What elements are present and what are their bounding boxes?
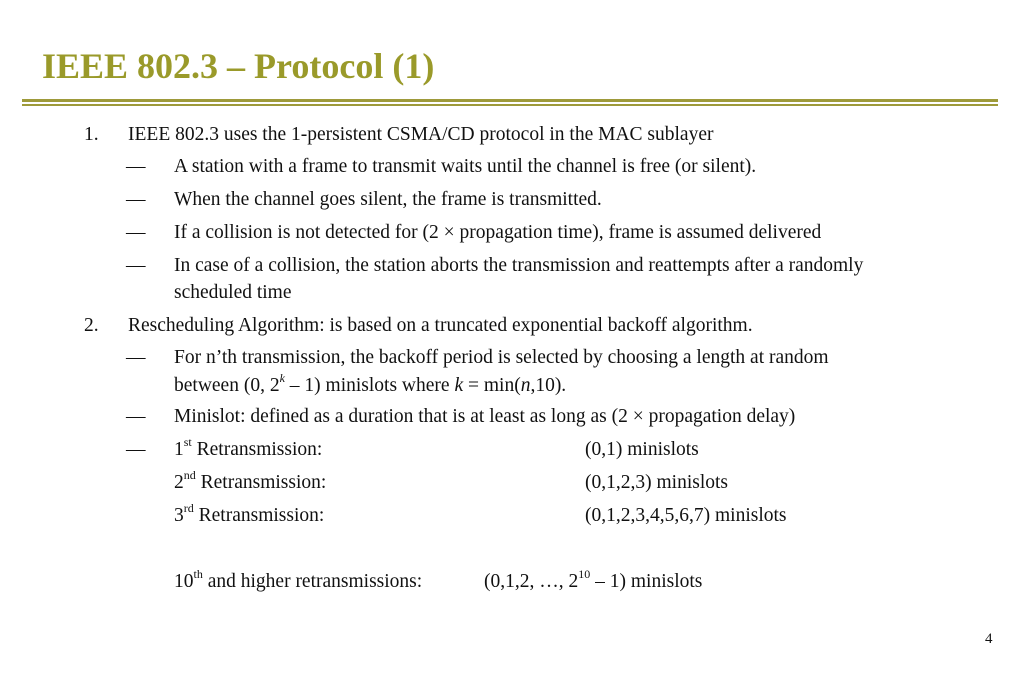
dash-bullet: — [126,222,146,243]
list-number-2: 2. [84,315,99,336]
sub-item-text: Minislot: defined as a duration that is at least as long as (2 × propagation delay) [174,406,796,427]
list-item-text: Rescheduling Algorithm: is based on a truncated exponential backoff algorithm. [128,315,753,336]
page-number: 4 [985,631,993,647]
dash-bullet: — [126,406,146,427]
title-rule-thick [22,99,998,102]
sub-item-text: In case of a collision, the station aborts the transmission and reattempts after a randomly [174,255,864,276]
list-item-text: IEEE 802.3 uses the 1-persistent CSMA/CD protocol in the MAC sublayer [128,124,714,145]
sub-item-text: For n’th transmission, the backoff period is selected by choosing a length at random [174,347,829,368]
sub-item-text: A station with a frame to transmit waits until the channel is free (or silent). [174,156,757,177]
retransmission-label: 2nd Retransmission: [174,467,327,493]
sub-item-text: When the channel goes silent, the frame is transmitted. [174,189,602,210]
dash-bullet: — [126,156,146,177]
list-number-1: 1. [84,124,99,145]
title-rule-thin [22,104,998,106]
dash-bullet: — [126,255,146,276]
retransmission-value: (0,1,2,3) minislots [585,472,729,493]
higher-retransmission-value: (0,1,2, …, $2^{10} - 1$) minislots [484,566,703,592]
retransmission-value: (0,1,2,3,4,5,6,7) minislots [585,505,787,526]
retransmission-label: 1st Retransmission: [174,434,323,460]
sub-item-text-cont: between (0, 2$^k$ – 1) minislots where k = min(n,10). [174,370,567,396]
higher-retransmission-label: 10th and higher retransmissions: [174,566,423,592]
dash-bullet: — [126,189,146,210]
slide-title: IEEE 802.3 – Protocol (1) [42,46,435,86]
dash-bullet: — [126,439,146,460]
retransmission-value: (0,1) minislots [585,439,699,460]
retransmission-label: 3rd Retransmission: [174,500,325,526]
dash-bullet: — [126,347,146,368]
sub-item-text: If a collision is not detected for (2 × propagation time), frame is assumed delivered [174,222,822,243]
sub-item-text-cont: scheduled time [174,282,292,303]
